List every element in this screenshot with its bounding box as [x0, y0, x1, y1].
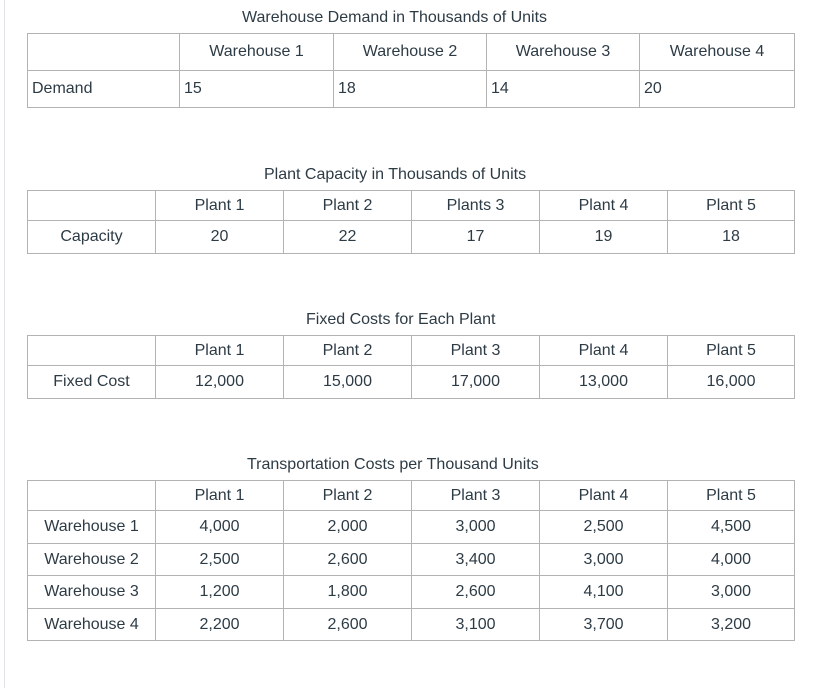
- transport-cell: 2,200: [156, 609, 284, 641]
- transport-cell: 3,000: [412, 511, 540, 544]
- transport-header-plant-1: Plant 1: [156, 481, 284, 511]
- transport-row-label: Warehouse 4: [28, 609, 156, 641]
- demand-header-warehouse-4: Warehouse 4: [640, 34, 795, 71]
- transport-cell: 3,700: [540, 609, 668, 641]
- capacity-header-plant-2: Plant 2: [284, 191, 412, 221]
- transport-cell: 4,100: [540, 576, 668, 609]
- capacity-table-title: Plant Capacity in Thousands of Units: [264, 166, 527, 183]
- fixed-header-plant-3: Plant 3: [412, 336, 540, 366]
- transport-cell: 3,100: [412, 609, 540, 641]
- capacity-header-plant-3: Plants 3: [412, 191, 540, 221]
- capacity-value-plant-4: 19: [540, 221, 668, 254]
- transport-cell: 4,500: [668, 511, 795, 544]
- transport-cell: 3,400: [412, 544, 540, 576]
- fixed-header-plant-5: Plant 5: [668, 336, 795, 366]
- fixed-header-empty: [28, 336, 156, 366]
- fixed-value-plant-1: 12,000: [156, 366, 284, 399]
- transport-cell: 4,000: [668, 544, 795, 576]
- fixed-value-plant-2: 15,000: [284, 366, 412, 399]
- transport-cell: 1,800: [284, 576, 412, 609]
- capacity-header-plant-5: Plant 5: [668, 191, 795, 221]
- fixed-header-plant-1: Plant 1: [156, 336, 284, 366]
- fixed-header-plant-4: Plant 4: [540, 336, 668, 366]
- transport-cell: 2,500: [156, 544, 284, 576]
- capacity-header-plant-4: Plant 4: [540, 191, 668, 221]
- fixed-value-plant-4: 13,000: [540, 366, 668, 399]
- fixed-header-plant-2: Plant 2: [284, 336, 412, 366]
- transport-table-title: Transportation Costs per Thousand Units: [247, 456, 539, 473]
- transport-header-plant-5: Plant 5: [668, 481, 795, 511]
- table-row: [28, 576, 795, 609]
- fixed-cost-table-title: Fixed Costs for Each Plant: [306, 311, 496, 328]
- transport-cell: 2,500: [540, 511, 668, 544]
- demand-header-warehouse-1: Warehouse 1: [180, 34, 334, 71]
- transport-cell: 3,000: [668, 576, 795, 609]
- capacity-value-plant-2: 22: [284, 221, 412, 254]
- demand-row-label: Demand: [28, 71, 180, 108]
- capacity-header-empty: [28, 191, 156, 221]
- fixed-row-label: Fixed Cost: [28, 366, 156, 399]
- table-row: [28, 609, 795, 641]
- left-border-line: [4, 0, 5, 688]
- demand-value-warehouse-1: 15: [180, 71, 334, 108]
- fixed-cost-table: [27, 335, 795, 399]
- table-row: [28, 544, 795, 576]
- demand-value-warehouse-2: 18: [334, 71, 487, 108]
- capacity-value-plant-3: 17: [412, 221, 540, 254]
- transport-row-label: Warehouse 3: [28, 576, 156, 609]
- transport-table: [27, 480, 795, 641]
- transport-cell: 1,200: [156, 576, 284, 609]
- transport-cell: 2,600: [412, 576, 540, 609]
- transport-cell: 3,200: [668, 609, 795, 641]
- transport-header-empty: [28, 481, 156, 511]
- demand-value-warehouse-3: 14: [487, 71, 640, 108]
- transport-row-label: Warehouse 2: [28, 544, 156, 576]
- capacity-table: [27, 190, 795, 254]
- transport-cell: 4,000: [156, 511, 284, 544]
- transport-cell: 2,600: [284, 544, 412, 576]
- transport-cell: 2,000: [284, 511, 412, 544]
- transport-header-plant-4: Plant 4: [540, 481, 668, 511]
- transport-cell: 3,000: [540, 544, 668, 576]
- table-row: [28, 511, 795, 544]
- fixed-value-plant-5: 16,000: [668, 366, 795, 399]
- capacity-value-plant-1: 20: [156, 221, 284, 254]
- demand-value-warehouse-4: 20: [640, 71, 795, 108]
- capacity-value-plant-5: 18: [668, 221, 795, 254]
- demand-table: [27, 33, 795, 108]
- transport-header-plant-2: Plant 2: [284, 481, 412, 511]
- demand-header-warehouse-2: Warehouse 2: [334, 34, 487, 71]
- demand-table-title: Warehouse Demand in Thousands of Units: [242, 9, 548, 26]
- transport-cell: 2,600: [284, 609, 412, 641]
- demand-header-warehouse-3: Warehouse 3: [487, 34, 640, 71]
- transport-header-plant-3: Plant 3: [412, 481, 540, 511]
- capacity-header-plant-1: Plant 1: [156, 191, 284, 221]
- fixed-value-plant-3: 17,000: [412, 366, 540, 399]
- demand-header-empty: [28, 34, 180, 71]
- transport-row-label: Warehouse 1: [28, 511, 156, 544]
- capacity-row-label: Capacity: [28, 221, 156, 254]
